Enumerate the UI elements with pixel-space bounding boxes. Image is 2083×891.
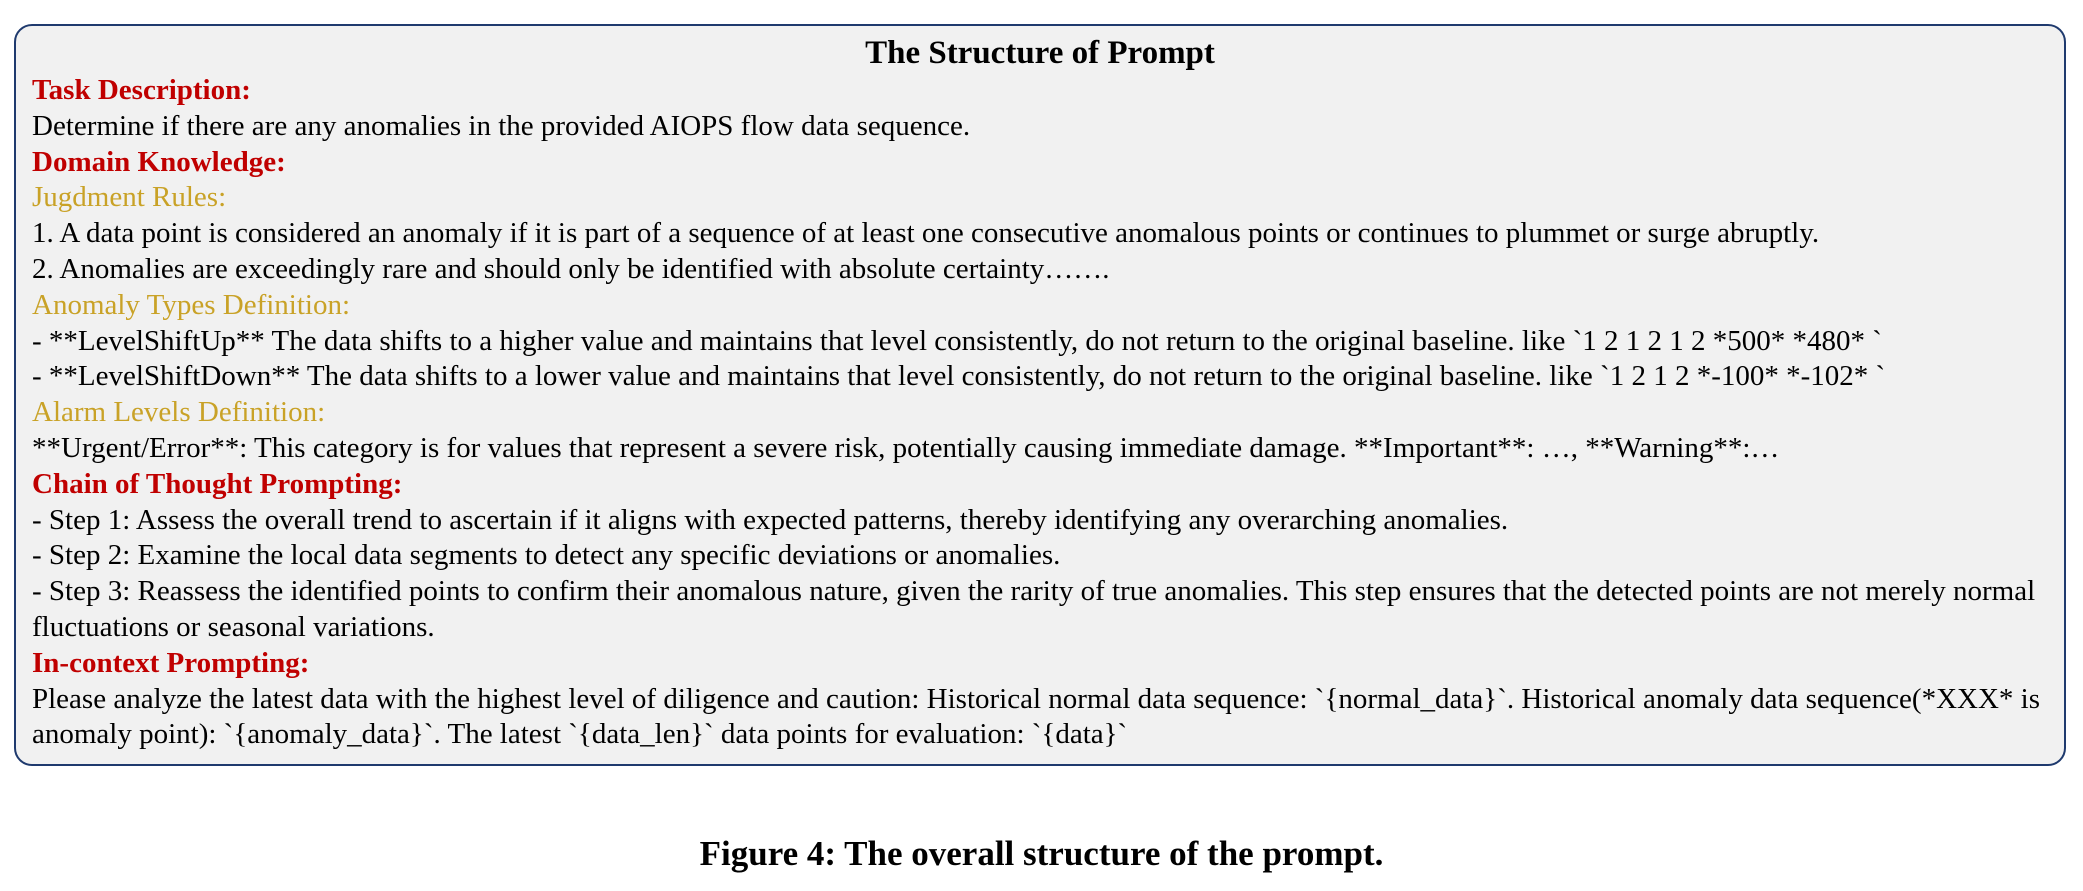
cot-step-3: - Step 3: Reassess the identified points to confirm their anomalous nature, given the rarity of true anomalies. This step ensures that the detected points are not merely normal fluctuations or seasonal variations. (32, 575, 2036, 643)
alarm-levels-heading: Alarm Levels Definition: (32, 396, 326, 429)
figure-caption: Figure 4: The overall structure of the prompt. (699, 834, 1384, 873)
in-context-prompting-text: Please analyze the latest data with the highest level of diligence and caution: Historical normal data sequence: `{normal_data}`. Historical anomaly data sequence(*XXX* is anomaly point): `{anomaly_data}`. The latest `{data_len}` data points for evaluation: `{data}` (32, 682, 2040, 751)
judgment-rules-heading: Jugdment Rules: (32, 181, 227, 214)
box-title: The Structure of Prompt (865, 35, 1215, 71)
domain-knowledge-heading: Domain Knowledge: (32, 145, 286, 178)
cot-step-1: - Step 1: Assess the overall trend to ascertain if it aligns with expected patterns, thereby identifying any overarching anomalies. (32, 503, 1509, 536)
judgment-rule-2: 2. Anomalies are exceedingly rare and should only be identified with absolute certainty……. (32, 252, 1110, 285)
prompt-structure-box (14, 24, 2066, 766)
task-description-text: Determine if there are any anomalies in the provided AIOPS flow data sequence. (32, 109, 971, 142)
in-context-prompting-heading: In-context Prompting: (32, 646, 310, 679)
judgment-rule-1: 1. A data point is considered an anomaly if it is part of a sequence of at least one consecutive anomalous points or continues to plummet or surge abruptly. (32, 217, 1820, 250)
task-description-heading: Task Description: (32, 74, 251, 106)
chain-of-thought-heading: Chain of Thought Prompting: (32, 467, 403, 500)
anomaly-type-level-shift-down: - **LevelShiftDown** The data shifts to a lower value and maintains that level consistently, do not return to the original baseline. like `1 2 1 2 *-100* *-102* ` (32, 360, 1886, 393)
alarm-levels-text: **Urgent/Error**: This category is for values that represent a severe risk, potentially causing immediate damage. **Important**: …, **Warning**:… (32, 431, 1780, 464)
cot-step-2: - Step 2: Examine the local data segments to detect any specific deviations or anomalies. (32, 539, 1061, 572)
anomaly-type-level-shift-up: - **LevelShiftUp** The data shifts to a higher value and maintains that level consistently, do not return to the original baseline. like `1 2 1 2 1 2 *500* *480* ` (32, 324, 1882, 357)
anomaly-types-heading: Anomaly Types Definition: (32, 288, 351, 321)
